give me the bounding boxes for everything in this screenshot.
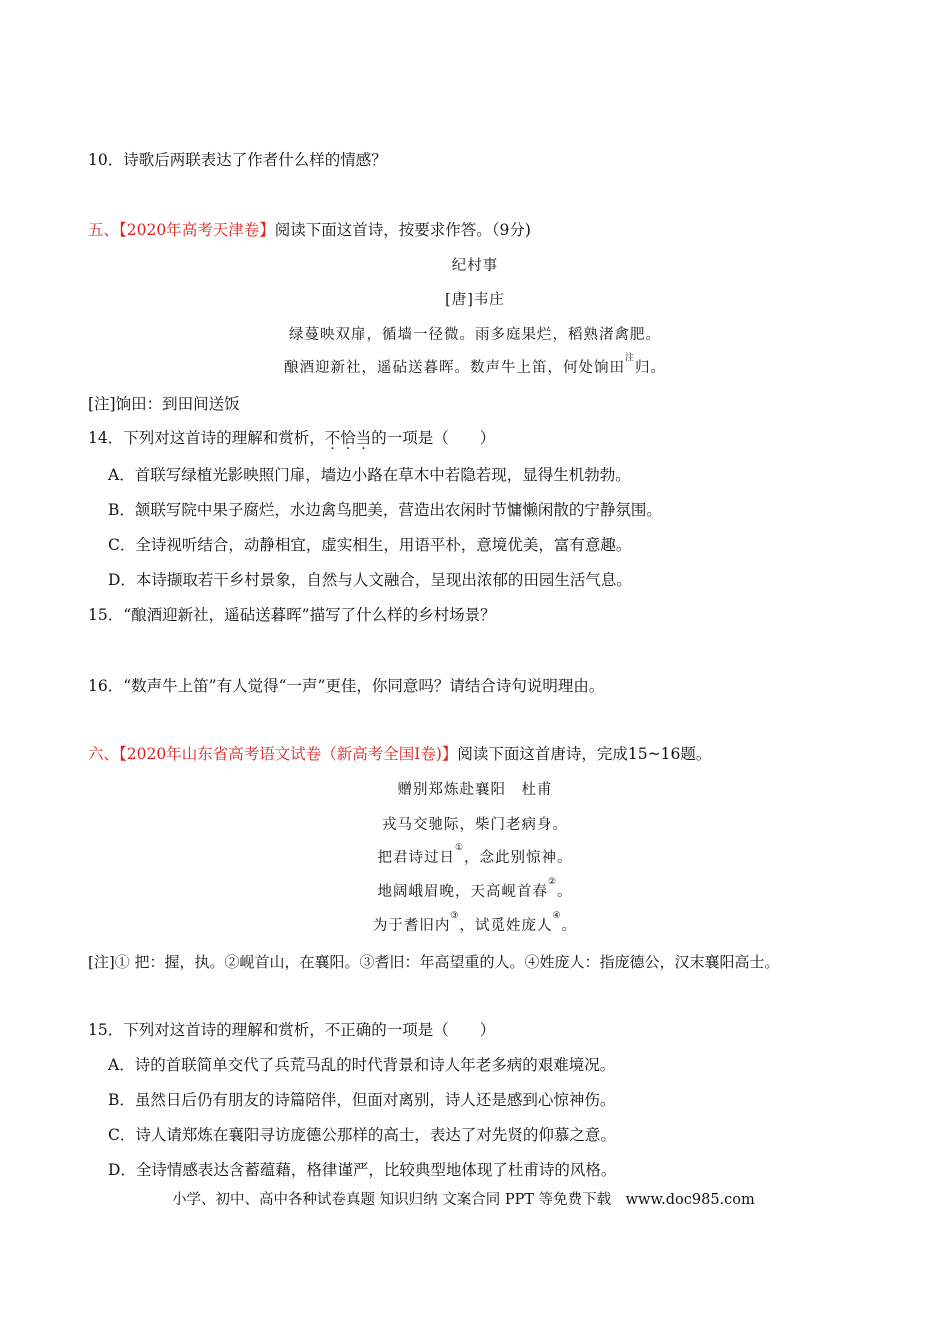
footnote-mark: 注	[624, 353, 635, 364]
question-15-b-option-a: A．诗的首联简单交代了兵荒马乱的时代背景和诗人年老多病的艰难境况。	[108, 1056, 616, 1074]
question-15-b-option-c: C．诗人请郑炼在襄阳寻访庞德公那样的高士，表达了对先贤的仰慕之意。	[108, 1126, 616, 1144]
section-5-heading	[88, 220, 531, 240]
emphasis-char: 不	[324, 429, 341, 447]
poem-1-line-1: 绿蔓映双扉，循墙一径微。雨多庭果烂，稻熟渚禽肥。	[289, 327, 661, 343]
note-1: [注]饷田：到田间送饭	[88, 395, 240, 413]
footnote-mark: ③	[450, 911, 460, 922]
poem-1-line-2-text: 酿酒迎新社，遥砧送暮晖。数声牛上笛，何处饷田	[283, 360, 625, 376]
poem-2-line-3	[0, 877, 950, 902]
section-5-instruction: 阅读下面这首诗，按要求作答。（9分)	[274, 221, 531, 239]
emphasis-char: 恰	[340, 429, 356, 447]
poem-2-line-2	[0, 843, 950, 868]
poem-2-line-4-text: 为于耆旧内	[372, 918, 451, 934]
section-6-instruction: 阅读下面这首唐诗，完成15~16题。	[457, 745, 712, 763]
section-6-heading	[88, 744, 711, 764]
poem-2-line-3-text: 地阔峨眉晚，天高岘首春	[377, 884, 548, 900]
poem-2-line-4-mid: ，试觅姓庞人	[459, 918, 553, 934]
footnote-mark: ④	[552, 911, 562, 922]
question-15-b-stem: 15．下列对这首诗的理解和赏析，不正确的一项是（ ）	[88, 1021, 496, 1039]
poem-2-line-1: 戎马交驰际，柴门老病身。	[382, 817, 568, 833]
poem-2-line-4	[0, 911, 950, 936]
question-14-stem-start: 14．下列对这首诗的理解和赏析，	[88, 429, 325, 447]
question-14-option-a: A．首联写绿植光影映照门扉，墙边小路在草木中若隐若现，显得生机勃勃。	[108, 466, 631, 484]
poem-2-line-2-end: ，念此别惊神。	[464, 850, 573, 866]
question-14-stem-end: 的一项是（ ）	[371, 429, 496, 447]
emphasis-char: 当	[355, 429, 372, 447]
question-16: 16．“数声牛上笛”有人觉得“一声”更佳，你同意吗？请结合诗句说明理由。	[88, 677, 605, 695]
poem-2-line-2-text: 把君诗过日	[377, 850, 455, 866]
section-5-prefix: 五、	[88, 221, 120, 239]
footnote-mark: ①	[454, 843, 465, 854]
poem-2-line-3-end: 。	[557, 884, 573, 900]
question-15-a: 15．“酿酒迎新社，遥砧送暮晖”描写了什么样的乡村场景？	[88, 606, 496, 624]
question-15-b-option-d: D．全诗情感表达含蓄蕴藉，格律谨严，比较典型地体现了杜甫诗的风格。	[108, 1161, 617, 1179]
question-14-option-b: B．颔联写院中果子腐烂，水边禽鸟肥美，营造出农闲时节慵懒闲散的宁静氛围。	[108, 501, 662, 519]
poem-2-line-4-end: 。	[561, 918, 578, 934]
question-15-b-option-b: B．虽然日后仍有朋友的诗篇陪伴，但面对离别，诗人还是感到心惊神伤。	[108, 1091, 616, 1109]
poem-2-title: 赠别郑炼赴襄阳 杜甫	[397, 782, 553, 798]
poem-1-author: [唐]韦庄	[445, 292, 505, 308]
note-2: [注]① 把：握，执。②岘首山，在襄阳。③耆旧：年高望重的人。④姓庞人：指庞德公，汉末襄阳高士。	[88, 953, 780, 971]
section-6-prefix: 六、	[88, 745, 120, 763]
footnote-mark: ②	[547, 877, 558, 888]
poem-1-title: 纪村事	[451, 258, 499, 274]
question-10: 10．诗歌后两联表达了作者什么样的情感？	[88, 151, 387, 169]
question-14-option-d: D．本诗撷取若干乡村景象，自然与人文融合，呈现出浓郁的田园生活气息。	[108, 571, 632, 589]
question-14-stem	[88, 428, 495, 448]
poem-1-line-2-end: 归。	[635, 360, 666, 376]
poem-1-line-2	[0, 353, 950, 378]
section-6-tag: 【2020年山东省高考语文试卷（新高考全国Ⅰ卷)】	[119, 745, 458, 763]
question-14-option-c: C．全诗视听结合，动静相宜，虚实相生，用语平朴，意境优美，富有意趣。	[108, 536, 632, 554]
footer-text: 小学、初中、高中各种试卷真题 知识归纳 文案合同 PPT 等免费下载 www.doc985.com	[172, 1192, 755, 1208]
section-5-tag: 【2020年高考天津卷】	[119, 221, 275, 239]
